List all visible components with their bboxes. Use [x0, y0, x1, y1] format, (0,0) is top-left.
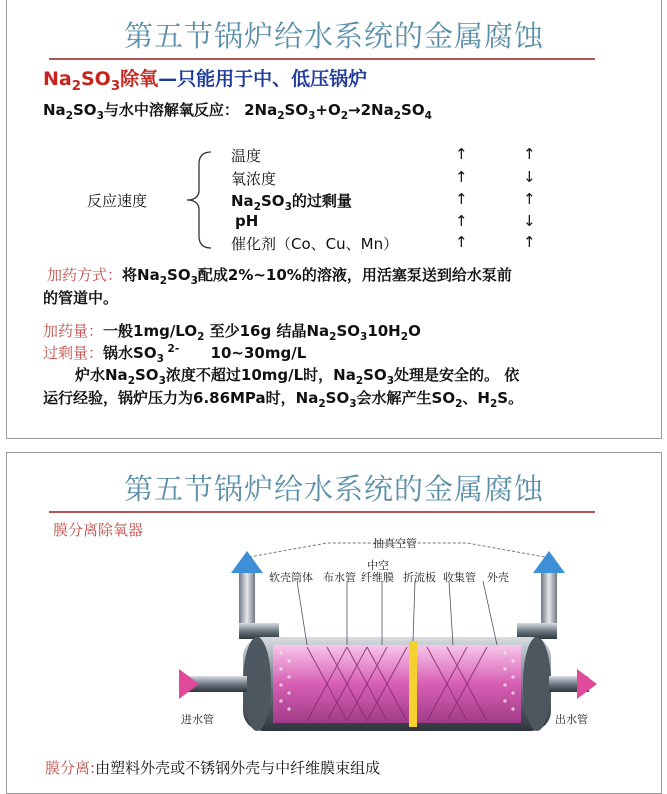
label-inlet: 进水管: [181, 713, 214, 726]
arrow-up-icon: ↑: [455, 145, 468, 163]
footer-note: 膜分离:由塑料外壳或不锈钢外壳与中纤维膜束组成: [45, 759, 381, 777]
reaction-equation: $Na_2SO_3$与水中溶解氧反应： $2Na_2SO_3+O_2\to 2Na_2SO_4$: [43, 101, 432, 122]
title-divider: [49, 511, 595, 513]
factor-sulfite-excess: $Na_2SO_3$的过剩量: [231, 192, 352, 213]
excess-amount: 过剩量：锅水$SO_3$ $^{2-}$ 10~30mg/L: [43, 343, 307, 365]
rate-label: 反应速度: [87, 192, 148, 210]
arrow-down-icon: ↓: [523, 168, 536, 186]
title-divider: [49, 58, 595, 60]
dosing-method-line2: 的管道中。: [43, 289, 119, 307]
label-distributor: 布水管: [323, 571, 356, 584]
arrow-up-icon: ↑: [455, 190, 468, 208]
factor-temperature: 温度: [231, 147, 262, 165]
label-collector: 收集管: [443, 571, 476, 584]
factor-oxygen: 氧浓度: [231, 170, 277, 188]
arrow-up-icon: ↑: [523, 190, 536, 208]
slide-1: [6, 0, 662, 439]
label-shell-cylinder: 软壳筒体: [269, 571, 313, 584]
slide-1-title: 第五节锅炉给水系统的金属腐蚀: [123, 19, 544, 53]
section-subtitle: 膜分离除氧器: [53, 521, 144, 539]
arrow-up-icon: ↑: [523, 233, 536, 251]
arrow-up-icon: ↑: [523, 145, 536, 163]
factor-ph: pH: [235, 212, 259, 230]
arrow-up-icon: ↑: [455, 168, 468, 186]
note-line-1: 炉水$Na_2SO_3$浓度不超过10mg/L时，$Na_2SO_3$处理是安全的。 依: [75, 366, 520, 387]
slide-2: [6, 452, 662, 794]
label-vacuum-pipe: 抽真空管: [373, 537, 417, 550]
label-outer-shell: 外壳: [487, 571, 509, 584]
membrane-deaerator-diagram: [177, 537, 597, 757]
label-hollow: 中空: [367, 559, 389, 572]
note-line-2: 运行经验，锅炉压力为6.86MPa时，$Na_2SO_3$会水解产生$SO_2$、$H_2S$。: [43, 389, 524, 410]
arrow-down-icon: ↓: [523, 212, 536, 230]
slide-2-title: 第五节锅炉给水系统的金属腐蚀: [123, 472, 544, 506]
label-outlet: 出水管: [555, 713, 588, 726]
left-brace: [177, 150, 217, 250]
heading: $Na_2SO_3$除氧—只能用于中、低压锅炉: [43, 68, 368, 94]
arrow-up-icon: ↑: [455, 212, 468, 230]
label-baffle: 折流板: [403, 571, 436, 584]
label-fiber: 纤维膜: [361, 571, 394, 584]
dose-amount: 加药量：一般$1mg/LO_2$ 至少16g 结晶$Na_2SO_310H_2O$: [43, 322, 421, 343]
dosing-method: 加药方式：将$Na_2SO_3$配成2%~10%的溶液，用活塞泵送到给水泵前: [47, 266, 512, 287]
arrow-up-icon: ↑: [455, 233, 468, 251]
factor-catalyst: 催化剂（Co、Cu、Mn）: [231, 235, 399, 253]
